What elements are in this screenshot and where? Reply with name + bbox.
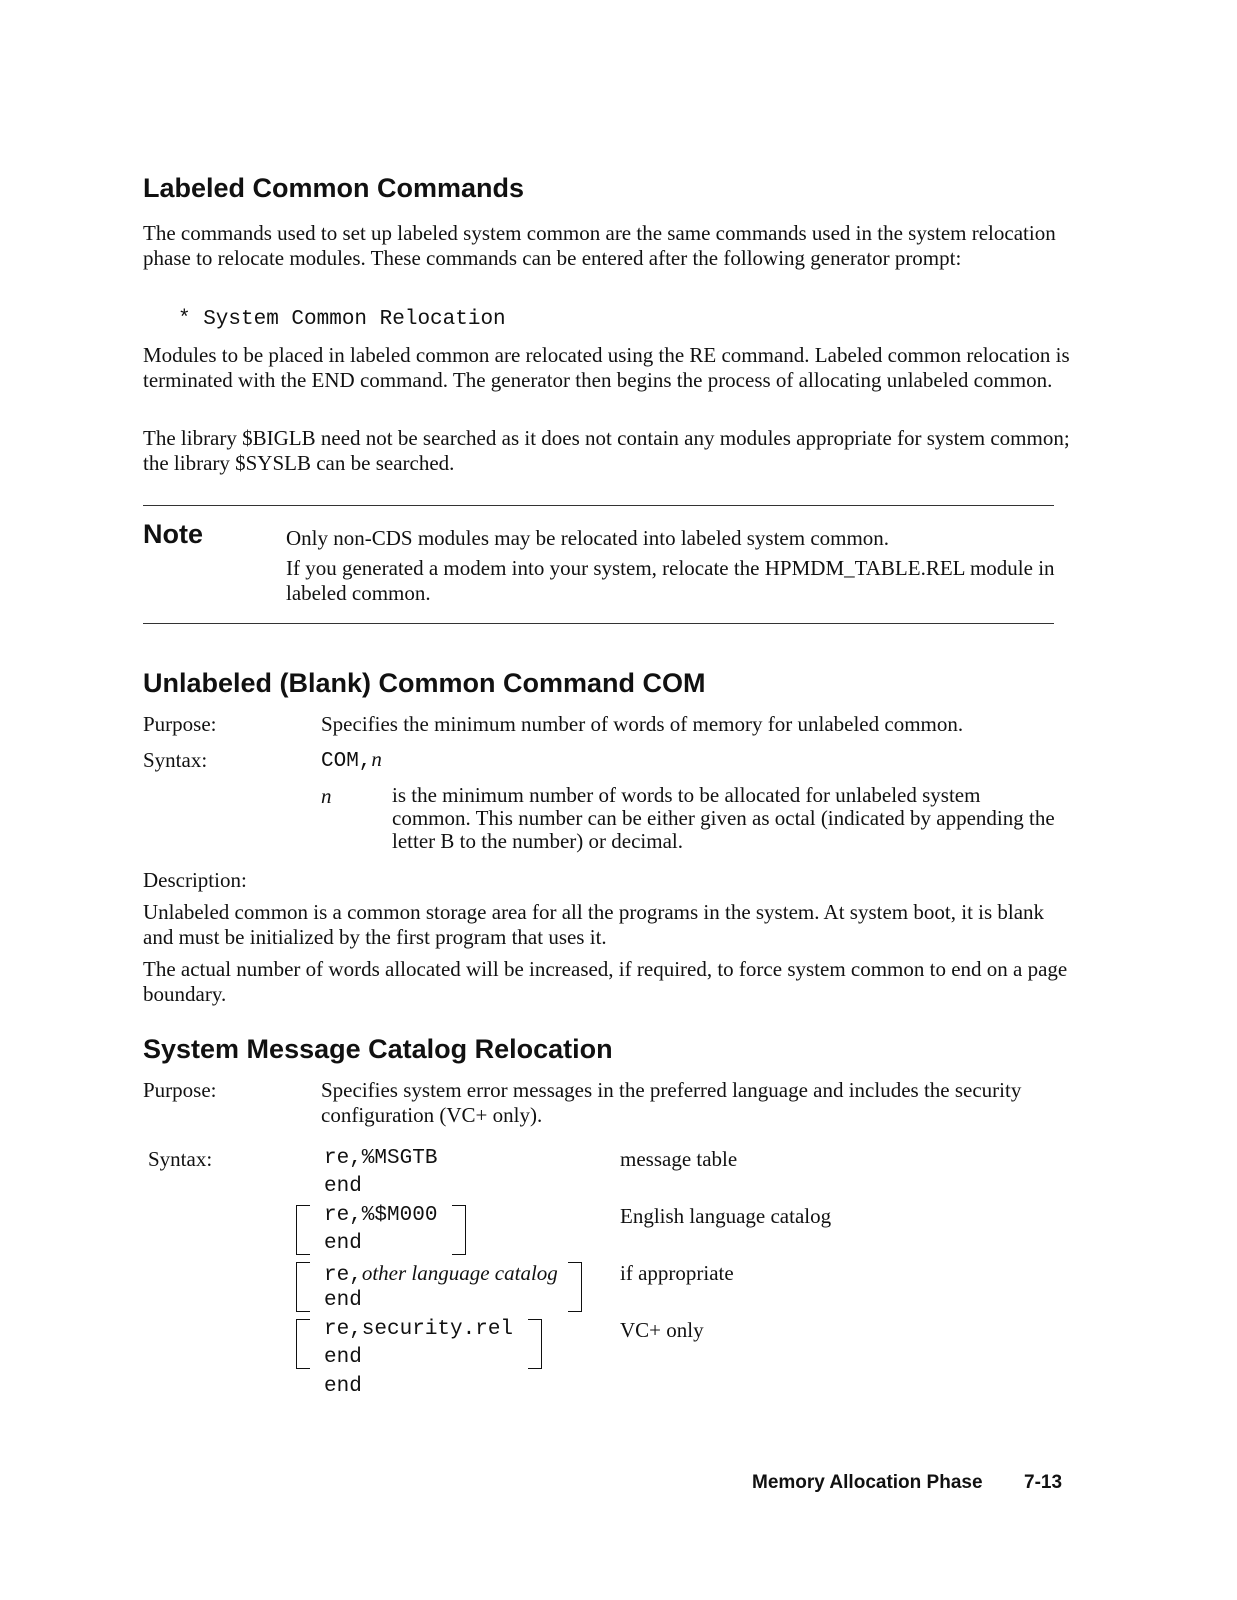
optional-bracket-right xyxy=(528,1319,542,1369)
code-line-end: end xyxy=(324,1232,362,1255)
param-name: n xyxy=(321,784,332,808)
catalog-syntax-label: Syntax: xyxy=(148,1147,213,1171)
code-line-other-catalog xyxy=(324,1259,558,1290)
code-line-end: end xyxy=(324,1175,362,1198)
com-syntax-param: n xyxy=(371,747,382,771)
code-line-m000: re,%$M000 xyxy=(324,1204,438,1227)
note-line-2: If you generated a modem into your system, relocate the HPMDM_TABLE.REL module in labeled common. xyxy=(286,556,1055,605)
com-syntax xyxy=(321,747,382,773)
paragraph-commands-intro: The commands used to set up labeled system common are the same commands used in the system relocation phase to relocate modules. These commands can be entered after the following generator prompt: xyxy=(143,221,1056,270)
note-line-1: Only non-CDS modules may be relocated into labeled system common. xyxy=(286,526,890,550)
comment-message-table: message table xyxy=(620,1147,738,1171)
code-line-msgtb: re,%MSGTB xyxy=(324,1147,438,1170)
optional-bracket-right xyxy=(568,1262,582,1312)
section-heading-unlabeled-common: Unlabeled (Blank) Common Command COM xyxy=(143,668,706,698)
note-top-rule xyxy=(143,505,1054,506)
code-line-end-final: end xyxy=(324,1375,362,1398)
syntax-label: Syntax: xyxy=(143,748,208,772)
param-description: is the minimum number of words to be allocated for unlabeled system common. This number can be either given as octal (indicated by appending the letter B to the number) or decimal. xyxy=(392,783,1055,853)
note-label: Note xyxy=(143,519,203,549)
comment-vc-only: VC+ only xyxy=(620,1318,704,1342)
optional-bracket-right xyxy=(452,1205,466,1255)
description-label: Description: xyxy=(143,868,247,892)
code-line-end: end xyxy=(324,1346,362,1369)
code-line-end: end xyxy=(324,1289,362,1312)
optional-bracket-left xyxy=(296,1262,310,1312)
optional-bracket-left xyxy=(296,1319,310,1369)
purpose-text: Specifies the minimum number of words of memory for unlabeled common. xyxy=(321,712,964,736)
footer-title: Memory Allocation Phase xyxy=(752,1472,983,1493)
paragraph-libraries: The library $BIGLB need not be searched as it does not contain any modules appropriate for system common; the library $SYSLB can be searched. xyxy=(143,426,1070,475)
com-syntax-code: COM, xyxy=(321,750,372,773)
purpose-label: Purpose: xyxy=(143,712,217,736)
section-heading-labeled-common: Labeled Common Commands xyxy=(143,173,525,203)
paragraph-relocation: Modules to be placed in labeled common are relocated using the RE command. Labeled common relocation is terminated with the END command. The generator then begins the process of allocating unlabeled common. xyxy=(143,343,1070,392)
catalog-purpose-label: Purpose: xyxy=(143,1078,217,1102)
catalog-purpose-text: Specifies system error messages in the preferred language and includes the security configuration (VC+ only). xyxy=(321,1078,1022,1127)
description-paragraph-2: The actual number of words allocated will be increased, if required, to force system common to end on a page boundary. xyxy=(143,957,1068,1006)
comment-if-appropriate: if appropriate xyxy=(620,1261,734,1285)
generator-prompt: * System Common Relocation xyxy=(178,308,506,331)
optional-bracket-left xyxy=(296,1205,310,1255)
other-catalog-placeholder: other language catalog xyxy=(361,1261,558,1285)
code-line-security: re,security.rel xyxy=(324,1318,514,1341)
description-paragraph-1: Unlabeled common is a common storage area for all the programs in the system. At system boot, it is blank and must be initialized by the first program that uses it. xyxy=(143,900,1045,949)
section-heading-message-catalog: System Message Catalog Relocation xyxy=(143,1034,613,1064)
code-re-prefix: re, xyxy=(324,1264,362,1287)
comment-english-catalog: English language catalog xyxy=(620,1204,832,1228)
page-number: 7-13 xyxy=(1024,1472,1063,1493)
note-bottom-rule xyxy=(143,623,1054,624)
